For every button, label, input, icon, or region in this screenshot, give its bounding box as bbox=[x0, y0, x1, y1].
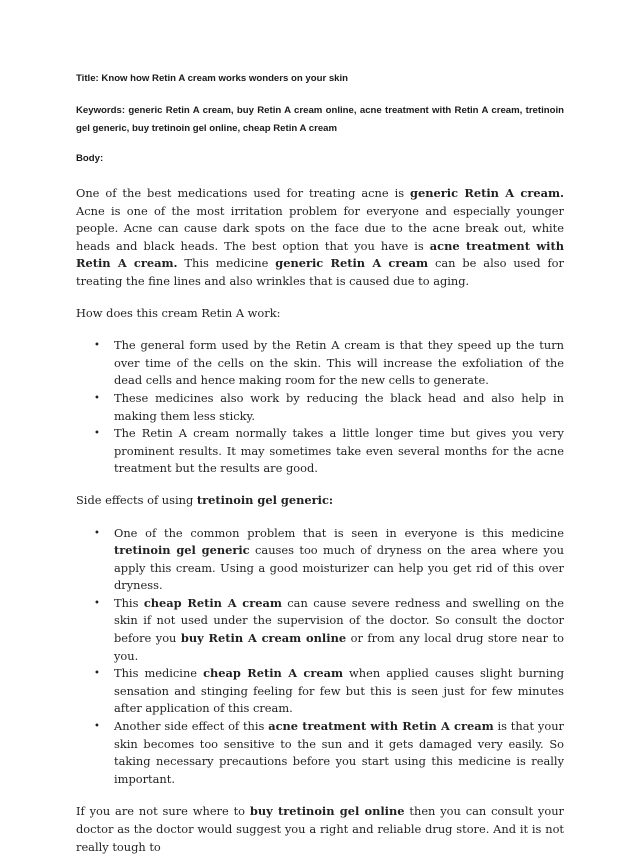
list-item-text: or from any local drug store near to you. bbox=[114, 631, 564, 663]
list-item-keyword: cheap Retin A cream bbox=[203, 666, 344, 681]
intro-text-4: can be also used for treating the fine lines and also wrinkles that is caused due to aging. bbox=[76, 256, 564, 288]
intro-text-3: This medicine bbox=[177, 256, 276, 271]
list-item-text: Another side effect of this bbox=[114, 719, 269, 734]
list-item bbox=[76, 595, 564, 665]
how-heading: How does this cream Retin A work: bbox=[76, 305, 281, 320]
list-item-text: The general form used by the Retin A cream is that they speed up the turn over time of the cells on the skin. This will increase the exfoliation of the dead cells and hence making room for the new cells to generate. bbox=[114, 338, 564, 388]
list-item-keyword: cheap Retin A cream bbox=[143, 595, 282, 610]
how-list bbox=[76, 337, 564, 478]
intro-paragraph bbox=[76, 185, 564, 291]
list-item-text: when applied causes slight burning sensation and stinging feeling for few but this is seen just for few minutes after application of this cream. bbox=[114, 666, 564, 716]
body-label: Body: bbox=[76, 153, 104, 164]
bullet-icon: • bbox=[94, 527, 100, 539]
closing-keyword: buy tretinoin gel online bbox=[249, 804, 405, 819]
document-page bbox=[76, 0, 564, 856]
closing-text-1: If you are not sure where to bbox=[76, 804, 250, 819]
intro-text-2: Acne is one of the most irritation problem for everyone and especially younger people. Acne can cause dark spots on the face due to the acne break out, white heads and black heads. The best option that you have is bbox=[76, 203, 564, 253]
list-item-text: These medicines also work by reducing the black head and also help in making them less sticky. bbox=[114, 390, 564, 423]
bullet-icon: • bbox=[94, 392, 100, 404]
closing-paragraph bbox=[76, 803, 564, 856]
list-item-text: can cause severe redness and swelling on the skin if not used under the supervision of the doctor. So consult the doctor before you bbox=[114, 595, 565, 646]
list-item bbox=[76, 425, 564, 478]
list-item-text: This medicine bbox=[114, 666, 204, 681]
bullet-icon: • bbox=[94, 428, 100, 440]
closing-text-2: then you can consult your doctor as the doctor would suggest you a right and reliable drug store. And it is not really tough to bbox=[76, 804, 564, 854]
list-item-keyword: acne treatment with Retin A cream bbox=[268, 719, 494, 734]
list-item-keyword: tretinoin gel generic bbox=[114, 543, 250, 558]
list-item bbox=[76, 718, 564, 788]
list-item-text: This bbox=[114, 595, 144, 610]
list-item bbox=[76, 525, 564, 595]
side-heading-text: Side effects of using bbox=[76, 492, 197, 507]
side-effects-list bbox=[76, 525, 564, 789]
bullet-icon: • bbox=[94, 668, 100, 680]
intro-keyword-2: acne treatment with Retin A cream. bbox=[76, 238, 565, 271]
list-item-text: is that your skin becomes too sensitive to the sun and it gets damaged very easily. So taking necessary precautions before you start using this medicine is really important. bbox=[114, 719, 564, 786]
side-effects-heading bbox=[76, 492, 564, 510]
list-item-text: The Retin A cream normally takes a little longer time but gives you very prominent results. It may sometimes take even several months for the acne treatment but the results are good. bbox=[114, 426, 564, 476]
article-title: Title: Know how Retin A cream works wonders on your skin bbox=[76, 73, 349, 84]
list-item-keyword: buy Retin A cream online bbox=[180, 631, 347, 646]
list-item-text: causes too much of dryness on the area where you apply this cream. Using a good moisturizer can help you get rid of this over dryness. bbox=[114, 543, 564, 593]
article-keywords: Keywords: generic Retin A cream, buy Retin A cream online, acne treatment with Retin A cream, tretinoin gel generic, buy tretinoin gel online, cheap Retin A cream bbox=[76, 105, 564, 134]
bullet-icon: • bbox=[94, 721, 100, 733]
bullet-icon: • bbox=[94, 340, 100, 352]
list-item bbox=[76, 390, 564, 425]
bullet-icon: • bbox=[94, 597, 100, 609]
list-item bbox=[76, 337, 564, 390]
list-item-text: One of the common problem that is seen in everyone is this medicine bbox=[114, 525, 564, 540]
intro-keyword-1: generic Retin A cream. bbox=[410, 186, 564, 200]
intro-keyword-3: generic Retin A cream bbox=[275, 256, 429, 271]
side-heading-keyword: tretinoin gel generic: bbox=[196, 492, 334, 507]
intro-text-1: One of the best medications used for treating acne is bbox=[76, 186, 411, 200]
list-item bbox=[76, 665, 564, 718]
